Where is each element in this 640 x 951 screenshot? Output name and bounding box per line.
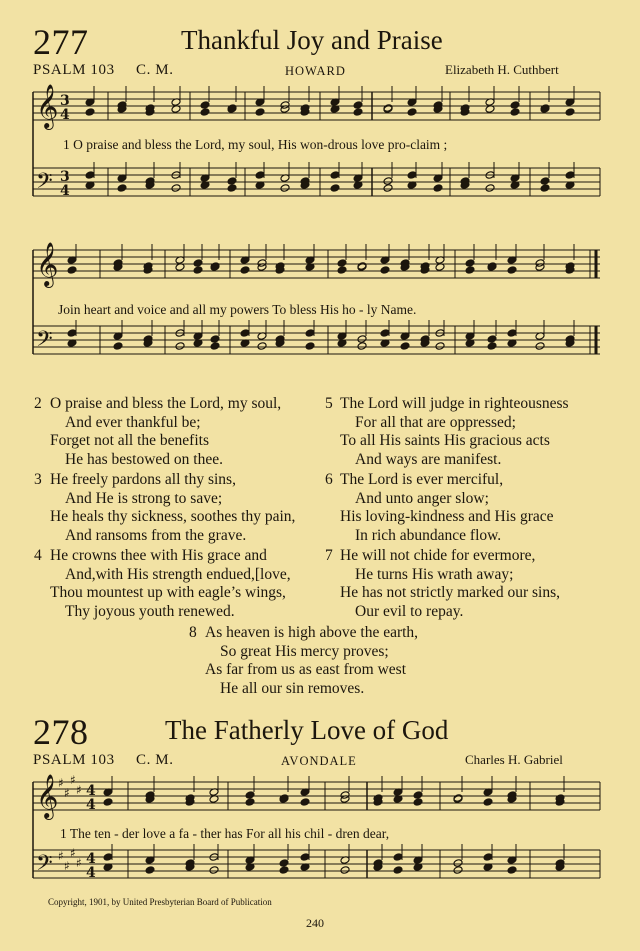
note-head xyxy=(209,866,219,875)
svg-text:𝄢: 𝄢 xyxy=(36,327,53,357)
note-head xyxy=(380,329,390,338)
verse-line: He will not chide for evermore, xyxy=(340,547,536,564)
verse-line: So great His mercy proves; xyxy=(220,642,389,660)
note-head xyxy=(337,266,347,275)
note-head xyxy=(393,866,403,875)
note-head xyxy=(280,184,290,193)
verse xyxy=(50,547,291,621)
svg-text:♯: ♯ xyxy=(76,783,82,797)
lyric-line: 1 The ten - der love a fa - ther has For all his chil - dren dear, xyxy=(60,826,390,841)
verse-line: To all His saints His gracious acts xyxy=(340,432,550,449)
svg-text:♯: ♯ xyxy=(58,849,64,863)
verse-line: And ransoms from the grave. xyxy=(65,526,247,544)
note-head xyxy=(210,335,220,344)
svg-text:𝄞: 𝄞 xyxy=(36,84,59,128)
author-name: Elizabeth H. Cuthbert xyxy=(445,62,559,77)
verse-line: The Lord is ever merciful, xyxy=(340,471,504,488)
note-head xyxy=(507,866,517,875)
note-head xyxy=(510,101,520,110)
note-head xyxy=(85,108,95,117)
note-head xyxy=(227,177,237,186)
verse-line: Thy joyous youth renewed. xyxy=(65,602,235,620)
note-head xyxy=(413,791,423,800)
svg-text:♯: ♯ xyxy=(64,786,70,800)
note-head xyxy=(279,859,289,868)
note-head xyxy=(507,329,517,338)
note-head xyxy=(380,266,390,275)
note-head xyxy=(465,259,475,268)
note-head xyxy=(483,798,493,807)
svg-text:𝄞: 𝄞 xyxy=(36,242,59,286)
note-head xyxy=(353,108,363,117)
note-head xyxy=(171,184,181,193)
verse xyxy=(340,547,560,621)
svg-text:4: 4 xyxy=(86,797,96,813)
psalm-reference: PSALM 103 xyxy=(33,62,115,78)
note-head xyxy=(255,108,265,117)
note-head xyxy=(540,177,550,186)
note-head xyxy=(117,184,127,193)
note-head xyxy=(245,791,255,800)
lyric-line: Join heart and voice and all my powers To bless His ho - ly Name. xyxy=(58,302,417,317)
svg-text:♯: ♯ xyxy=(70,846,76,860)
note-head xyxy=(383,184,393,193)
note-head xyxy=(305,329,315,338)
verse-number: 7 xyxy=(325,547,333,564)
note-head xyxy=(487,335,497,344)
note-head xyxy=(300,853,310,862)
svg-text:♯: ♯ xyxy=(76,856,82,870)
svg-text:4: 4 xyxy=(86,865,96,881)
verse-number: 6 xyxy=(325,471,333,488)
lyric-line: 1 O praise and bless the Lord, my soul, His won-drous love pro-claim ; xyxy=(63,137,448,152)
verse-line: And ever thankful be; xyxy=(65,413,201,431)
note-head xyxy=(330,171,340,180)
note-head xyxy=(175,342,185,351)
verse-line: He has bestowed on thee. xyxy=(65,450,223,468)
tune-name: AVONDALE xyxy=(281,754,357,768)
note-head xyxy=(507,266,517,275)
svg-text:3: 3 xyxy=(60,93,70,109)
note-head xyxy=(193,266,203,275)
note-head xyxy=(465,266,475,275)
note-head xyxy=(193,259,203,268)
svg-text:𝄢: 𝄢 xyxy=(36,169,53,199)
verse xyxy=(340,395,569,469)
note-head xyxy=(67,266,77,275)
note-head xyxy=(200,108,210,117)
note-head xyxy=(357,335,367,344)
hymn-number: 277 xyxy=(33,22,89,62)
verse-line: And ways are manifest. xyxy=(355,450,502,468)
note-head xyxy=(255,171,265,180)
note-head xyxy=(433,184,443,193)
verse-line: His loving-kindness and His grace xyxy=(340,508,554,525)
note-head xyxy=(200,101,210,110)
verse-number: 4 xyxy=(34,547,42,564)
note-head xyxy=(85,171,95,180)
note-head xyxy=(210,342,220,351)
note-head xyxy=(353,101,363,110)
note-head xyxy=(305,342,315,351)
tune-name: HOWARD xyxy=(285,64,346,78)
note-head xyxy=(337,259,347,268)
note-head xyxy=(257,342,267,351)
svg-text:♯: ♯ xyxy=(58,776,64,790)
meter-label: C. M. xyxy=(136,62,174,78)
verse-line: He heals thy sickness, soothes thy pain, xyxy=(50,508,296,525)
svg-text:4: 4 xyxy=(60,107,70,123)
svg-text:♯: ♯ xyxy=(64,859,70,873)
verse-number: 3 xyxy=(34,471,42,488)
note-head xyxy=(103,798,113,807)
note-head xyxy=(240,329,250,338)
note-head xyxy=(407,108,417,117)
verse-number: 2 xyxy=(34,395,42,412)
note-head xyxy=(145,866,155,875)
note-head xyxy=(485,184,495,193)
copyright-notice: Copyright, 1901, by United Presbyterian Board of Publication xyxy=(48,897,272,907)
note-head xyxy=(453,859,463,868)
verse-line: O praise and bless the Lord, my soul, xyxy=(50,395,282,412)
svg-text:𝄞: 𝄞 xyxy=(36,774,59,818)
note-head xyxy=(330,184,340,193)
hymn-title: Thankful Joy and Praise xyxy=(181,25,443,55)
verse-line: He turns His wrath away; xyxy=(355,565,514,583)
note-head xyxy=(487,342,497,351)
verse-line: The Lord will judge in righteousness xyxy=(340,395,569,412)
verse-line: And unto anger slow; xyxy=(355,489,489,507)
note-head xyxy=(565,171,575,180)
note-head xyxy=(413,798,423,807)
note-head xyxy=(245,798,255,807)
note-head xyxy=(113,342,123,351)
svg-text:4: 4 xyxy=(86,851,96,867)
verse-line: As heaven is high above the earth, xyxy=(205,624,419,641)
note-head xyxy=(540,184,550,193)
author-name: Charles H. Gabriel xyxy=(465,752,563,767)
svg-text:𝄢: 𝄢 xyxy=(36,851,53,881)
hymn-title: The Fatherly Love of God xyxy=(165,715,449,745)
svg-text:4: 4 xyxy=(60,183,70,199)
verse-number: 8 xyxy=(189,624,197,641)
svg-text:3: 3 xyxy=(60,169,70,185)
verse-line: In rich abundance flow. xyxy=(355,526,502,544)
note-head xyxy=(407,171,417,180)
psalm-reference: PSALM 103 xyxy=(33,752,115,768)
verse-line: As far from us as east from west xyxy=(205,661,407,678)
verse-line: For all that are oppressed; xyxy=(355,413,516,431)
verse-line: He freely pardons all thy sins, xyxy=(50,471,236,488)
note-head xyxy=(393,853,403,862)
verse-line: Thou mountest up with eagle’s wings, xyxy=(50,584,286,601)
note-head xyxy=(340,866,350,875)
verse-line: And,with His strength endued,[love, xyxy=(65,565,291,583)
verse-line: He all our sin removes. xyxy=(220,679,365,697)
verse-line: He has not strictly marked our sins, xyxy=(340,584,560,601)
note-head xyxy=(227,184,237,193)
note-head xyxy=(67,329,77,338)
note-head xyxy=(400,342,410,351)
note-head xyxy=(279,866,289,875)
note-head xyxy=(510,108,520,117)
verse-line: Forget not all the benefits xyxy=(50,432,209,449)
note-head xyxy=(357,342,367,351)
note-head xyxy=(300,798,310,807)
svg-text:♯: ♯ xyxy=(70,773,76,787)
note-head xyxy=(435,342,445,351)
verse xyxy=(50,395,281,469)
verse-line: He crowns thee with His grace and xyxy=(50,547,267,564)
note-head xyxy=(240,266,250,275)
note-head xyxy=(535,342,545,351)
note-head xyxy=(103,853,113,862)
note-head xyxy=(453,866,463,875)
verse xyxy=(50,471,295,545)
note-head xyxy=(565,108,575,117)
note-head xyxy=(383,177,393,186)
svg-text:4: 4 xyxy=(86,783,96,799)
verse-line: And He is strong to save; xyxy=(65,489,223,507)
verse xyxy=(340,471,554,545)
page-number: 240 xyxy=(306,916,324,930)
note-head xyxy=(483,853,493,862)
verse-line: Our evil to repay. xyxy=(355,602,464,620)
hymn-number: 278 xyxy=(33,712,89,752)
verse-number: 5 xyxy=(325,395,333,412)
meter-label: C. M. xyxy=(136,752,174,768)
verse xyxy=(205,624,418,698)
